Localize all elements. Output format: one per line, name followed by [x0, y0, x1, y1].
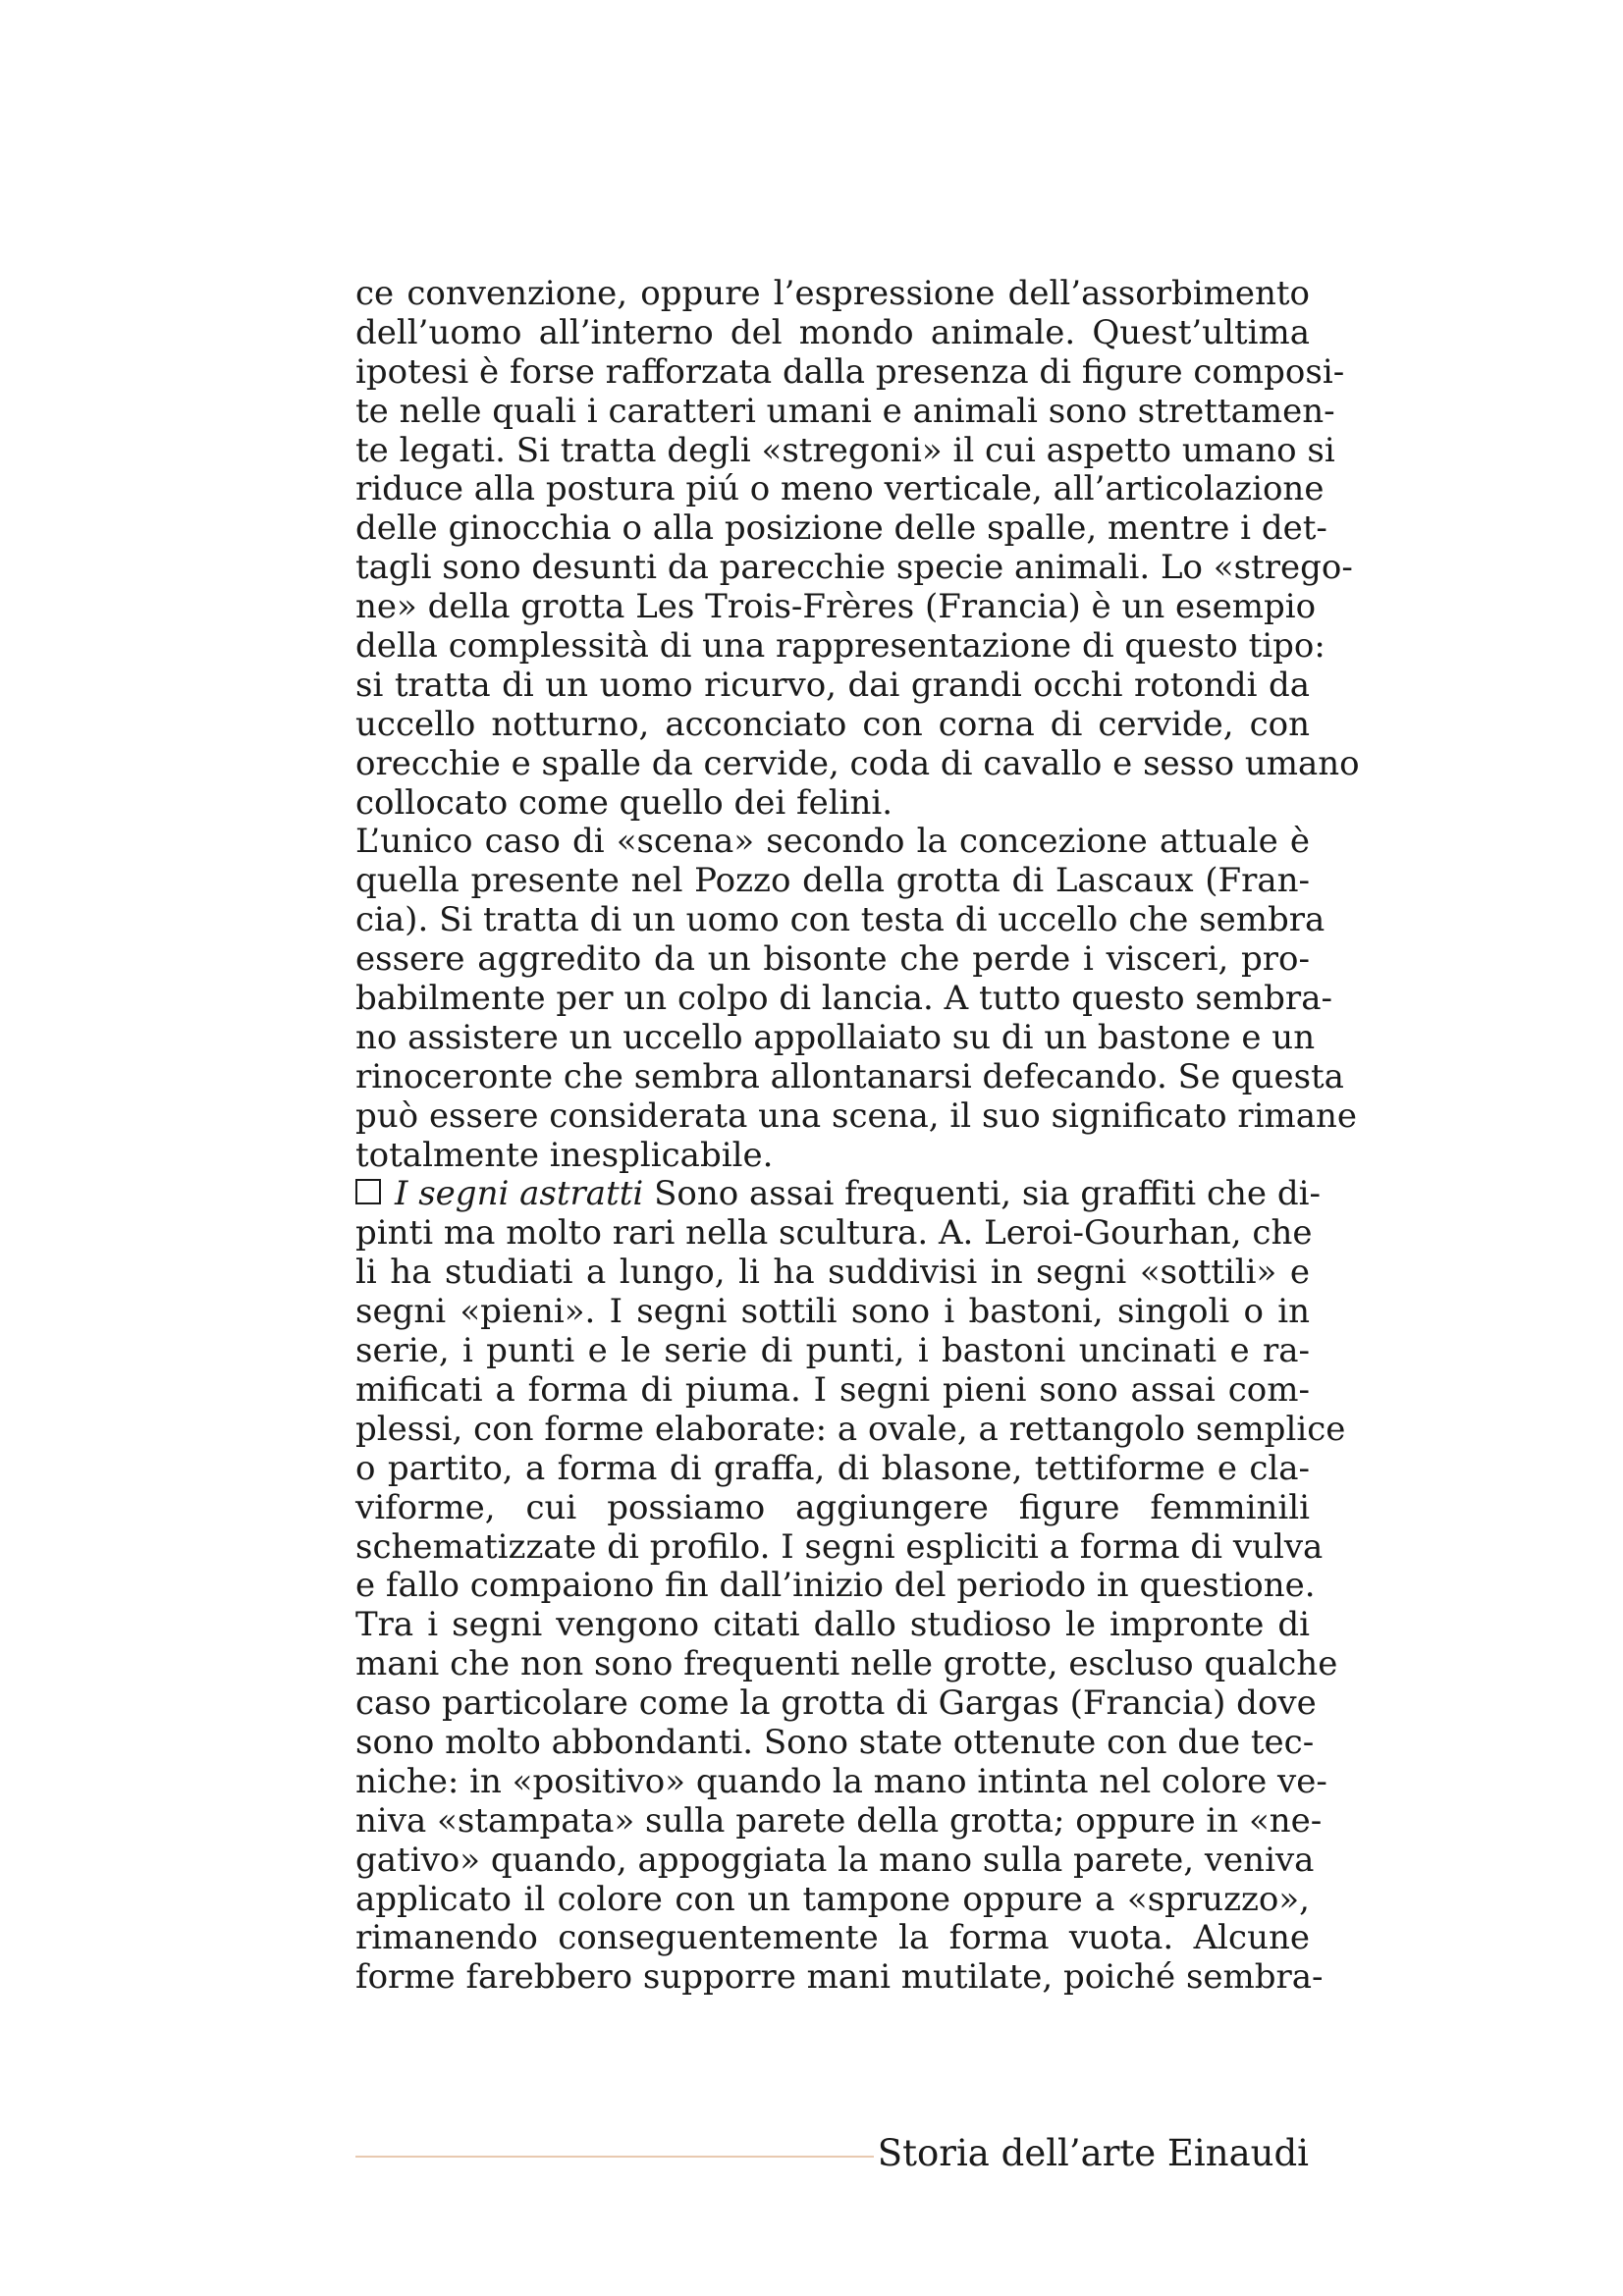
line-text: schematizzate di profilo. I segni espliciti a forma di vulva: [355, 1526, 1324, 1567]
line-text: ne» della grotta Les Trois-Frères (Francia) è un esempio: [355, 587, 1317, 627]
text-line: [355, 1056, 1344, 1097]
line-text: L’unico caso di «scena» secondo la concezione attuale è: [355, 822, 1310, 862]
line-text: niva «stampata» sulla parete della grotta; oppure in «ne-: [355, 1800, 1323, 1841]
text-line: [355, 275, 1310, 314]
line-text: serie, i punti e le serie di punti, i bastoni uncinati e ra-: [355, 1331, 1310, 1371]
text-line: [355, 1293, 1310, 1332]
line-text: te nelle quali i caratteri umani e animali sono strettamen-: [355, 391, 1335, 431]
text-line: [355, 900, 1325, 940]
text-line: [355, 784, 1310, 824]
section-heading: I segni astratti: [395, 1174, 644, 1214]
text-line: [355, 391, 1335, 432]
text-line: [355, 1761, 1327, 1802]
line-text: sono molto abbondanti. Sono state ottenute con due tec-: [355, 1722, 1315, 1762]
text-line: [355, 1137, 1310, 1176]
line-text: te legati. Si tratta degli «stregoni» il cui aspetto umano si: [355, 430, 1335, 470]
line-text: li ha studiati a lungo, li ha suddivisi in segni «sottili» e: [355, 1253, 1310, 1293]
line-text: niche: in «positivo» quando la mano intinta nel colore ve-: [355, 1761, 1327, 1801]
text-line: [355, 1722, 1315, 1763]
text-line: [355, 1526, 1324, 1568]
line-text: dell’uomo all’interno del mondo animale. Quest’ultima: [355, 312, 1310, 352]
text-line: [355, 1332, 1310, 1371]
text-line: [355, 706, 1310, 745]
line-text: Tra i segni vengono citati dallo studioso le impronte di: [355, 1605, 1310, 1645]
text-line: [355, 1683, 1317, 1724]
text-line: [355, 1213, 1313, 1254]
text-line: [355, 1174, 1321, 1214]
section-box-icon: [355, 1179, 381, 1204]
line-text: della complessità di una rappresentazione di questo tipo:: [355, 626, 1325, 667]
line-text: rimanendo conseguentemente la forma vuota. Alcune: [355, 1918, 1310, 1958]
text-line: [355, 430, 1335, 471]
text-line: [355, 1254, 1310, 1293]
text-line: [355, 626, 1325, 667]
text-line: [355, 1566, 1316, 1606]
line-text: gativo» quando, appoggiata la mano sulla parete, veniva: [355, 1840, 1315, 1880]
text-line: [355, 940, 1310, 980]
text-line: [355, 508, 1327, 549]
line-text: cia). Si tratta di un uomo con testa di uccello che sembra: [355, 900, 1325, 940]
body-text: [355, 274, 1360, 1998]
line-text: caso particolare come la grotta di Gargas (Francia) dove: [355, 1683, 1317, 1724]
text-line: [355, 979, 1332, 1019]
line-text: o partito, a forma di graffa, di blasone, tettiforme e cla-: [355, 1448, 1310, 1488]
line-text: si tratta di un uomo ricurvo, dai grandi occhi rotondi da: [355, 665, 1310, 705]
text-line: [355, 1881, 1310, 1920]
line-text: forme farebbero supporre mani mutilate, poiché sembra-: [355, 1957, 1324, 1998]
line-text: no assistere un uccello appollaiato su di un bastone e un: [355, 1017, 1316, 1057]
text-line: [355, 314, 1310, 353]
line-text: babilmente per un colpo di lancia. A tutto questo sembra-: [355, 979, 1332, 1019]
text-line: [355, 1371, 1310, 1411]
line-text: e fallo compaiono fin dall’inizio del periodo in questione.: [355, 1566, 1316, 1606]
footer-title: Storia dell’arte Einaudi: [877, 2132, 1309, 2174]
line-text: rinoceronte che sembra allontanarsi defecando. Se questa: [355, 1056, 1344, 1096]
text-line: [355, 469, 1325, 509]
footer-rule: [355, 2156, 874, 2158]
line-text: pinti ma molto rari nella scultura. A. Leroi-Gourhan, che: [355, 1213, 1313, 1254]
line-text: mani che non sono frequenti nelle grotte, escluso qualche: [355, 1644, 1338, 1684]
text-line: [355, 1017, 1316, 1058]
text-line: [355, 1095, 1358, 1137]
text-line: [355, 1957, 1324, 1998]
line-text: uccello notturno, acconciato con corna di cervide, con: [355, 704, 1310, 744]
text-line: [355, 862, 1310, 901]
text-line: [355, 743, 1360, 784]
line-text: ce convenzione, oppure l’espressione dell’assorbimento: [355, 274, 1310, 313]
line-text: tagli sono desunti da parecchie specie animali. Lo «strego-: [355, 548, 1353, 588]
text-line: [355, 1840, 1315, 1881]
text-line: [355, 667, 1310, 706]
line-text: può essere considerata una scena, il suo significato rimane: [355, 1095, 1358, 1136]
text-line: [355, 548, 1353, 588]
line-text: plessi, con forme elaborate: a ovale, a rettangolo semplice: [355, 1409, 1346, 1449]
line-text: collocato come quello dei felini.: [355, 782, 893, 823]
line-text: viforme, cui possiamo aggiungere figure femminili: [355, 1487, 1310, 1527]
text-line: [355, 1644, 1338, 1684]
line-text: quella presente nel Pozzo della grotta di Lascaux (Fran-: [355, 861, 1310, 901]
line-text: mificati a forma di piuma. I segni pieni sono assai com-: [355, 1369, 1310, 1410]
text-line: [355, 1606, 1310, 1645]
line-text: riduce alla postura piú o meno verticale, all’articolazione: [355, 469, 1325, 509]
line-text: ipotesi è forse rafforzata dalla presenza di figure composi-: [355, 351, 1345, 392]
text-line: [355, 1409, 1346, 1450]
line-text: totalmente inesplicabile.: [355, 1135, 774, 1175]
line-text: essere aggredito da un bisonte che perde i visceri, pro-: [355, 939, 1310, 980]
text-line: [355, 351, 1345, 393]
text-line: [355, 1450, 1310, 1489]
text-line: [355, 1919, 1310, 1958]
text-line: [355, 1800, 1323, 1842]
text-line: [355, 587, 1317, 627]
text-line: [355, 823, 1310, 862]
line-text: orecchie e spalle da cervide, coda di cavallo e sesso umano: [355, 743, 1360, 783]
text-line: [355, 1489, 1310, 1528]
line-text: Sono assai frequenti, sia graffiti che di-: [643, 1174, 1321, 1214]
line-text: segni «pieni». I segni sottili sono i bastoni, singoli o in: [355, 1292, 1310, 1332]
line-text: delle ginocchia o alla posizione delle spalle, mentre i det-: [355, 508, 1327, 549]
line-text: applicato il colore con un tampone oppure a «spruzzo»,: [355, 1879, 1310, 1919]
